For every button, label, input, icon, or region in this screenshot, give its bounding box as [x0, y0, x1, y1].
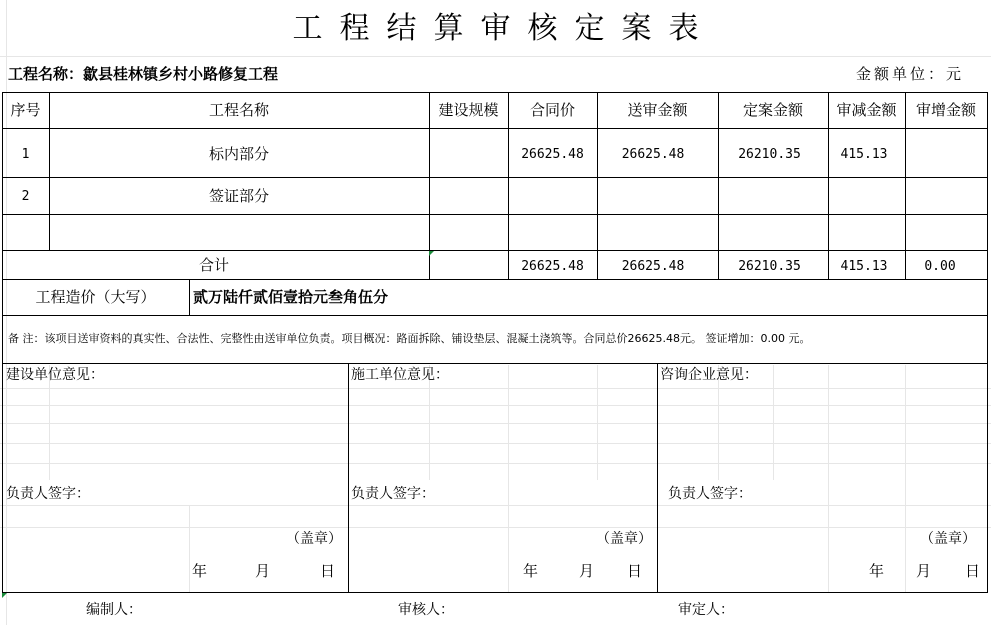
owner-opinion-label: 建设单位意见： — [6, 367, 104, 383]
owner-signer-label: 负责人签字： — [6, 486, 90, 502]
consultant-date-month: 月 — [916, 562, 932, 580]
amount-unit: 金额单位：元 — [856, 65, 965, 83]
row-1-submitted: 26625.48 — [621, 147, 685, 162]
contractor-seal-label: （盖章） — [596, 531, 652, 547]
owner-date-day: 日 — [320, 562, 336, 580]
header-project-name: 工程名称 — [208, 101, 269, 119]
consultant-signer-label: 负责人签字： — [668, 486, 752, 502]
owner-date-year: 年 — [192, 562, 208, 580]
consultant-date-year: 年 — [869, 562, 885, 580]
approver-label: 审定人： — [678, 602, 734, 618]
cell-marker — [2, 593, 7, 598]
row-2-name: 签证部分 — [208, 187, 269, 205]
row-1-name: 标内部分 — [208, 145, 269, 163]
header-reduced: 审减金额 — [836, 101, 897, 119]
contractor-date-year: 年 — [523, 562, 539, 580]
contractor-date-month: 月 — [579, 562, 595, 580]
consultant-seal-label: （盖章） — [920, 531, 976, 547]
cost-value: 贰万陆仟贰佰壹拾元叁角伍分 — [193, 288, 389, 306]
total-approved: 26210.35 — [738, 259, 801, 274]
note-text: 备 注：该项目送审资料的真实性、合法性、完整性由送审单位负责。项目概况：路面拆除、铺设垫层、混凝土浇筑等。合同总价26625.48元。 签证增加：0.00 元。 — [8, 332, 811, 345]
row-1-no: 1 — [21, 147, 30, 162]
project-name: 工程名称：歙县桂林镇乡村小路修复工程 — [8, 65, 279, 83]
total-increased: 0.00 — [924, 259, 956, 274]
owner-seal-label: （盖章） — [286, 531, 342, 547]
header-contract: 合同价 — [529, 101, 575, 119]
total-reduced: 415.13 — [840, 259, 888, 274]
reviewer-label: 审核人： — [398, 602, 454, 618]
cell-marker — [429, 251, 434, 256]
header-increased: 审增金额 — [915, 101, 976, 119]
contractor-opinion-label: 施工单位意见： — [351, 367, 449, 383]
total-label: 合计 — [198, 256, 229, 274]
total-submitted: 26625.48 — [621, 259, 685, 274]
row-1-contract: 26625.48 — [521, 147, 584, 162]
row-1-approved: 26210.35 — [738, 147, 801, 162]
row-2-no: 2 — [21, 189, 30, 204]
compiler-label: 编制人： — [86, 602, 142, 618]
page-title: 工程结算审核定案表 — [292, 11, 716, 46]
header-approved: 定案金额 — [742, 101, 803, 119]
consultant-date-day: 日 — [965, 562, 981, 580]
cost-label: 工程造价（大写） — [35, 288, 156, 306]
contractor-date-day: 日 — [627, 562, 643, 580]
row-1-reduced: 415.13 — [840, 147, 888, 162]
owner-date-month: 月 — [255, 562, 271, 580]
total-contract: 26625.48 — [521, 259, 584, 274]
header-scale: 建设规模 — [438, 101, 499, 119]
header-submitted: 送审金额 — [627, 101, 688, 119]
contractor-signer-label: 负责人签字： — [351, 486, 435, 502]
header-no: 序号 — [10, 101, 41, 119]
consultant-opinion-label: 咨询企业意见： — [660, 367, 758, 383]
